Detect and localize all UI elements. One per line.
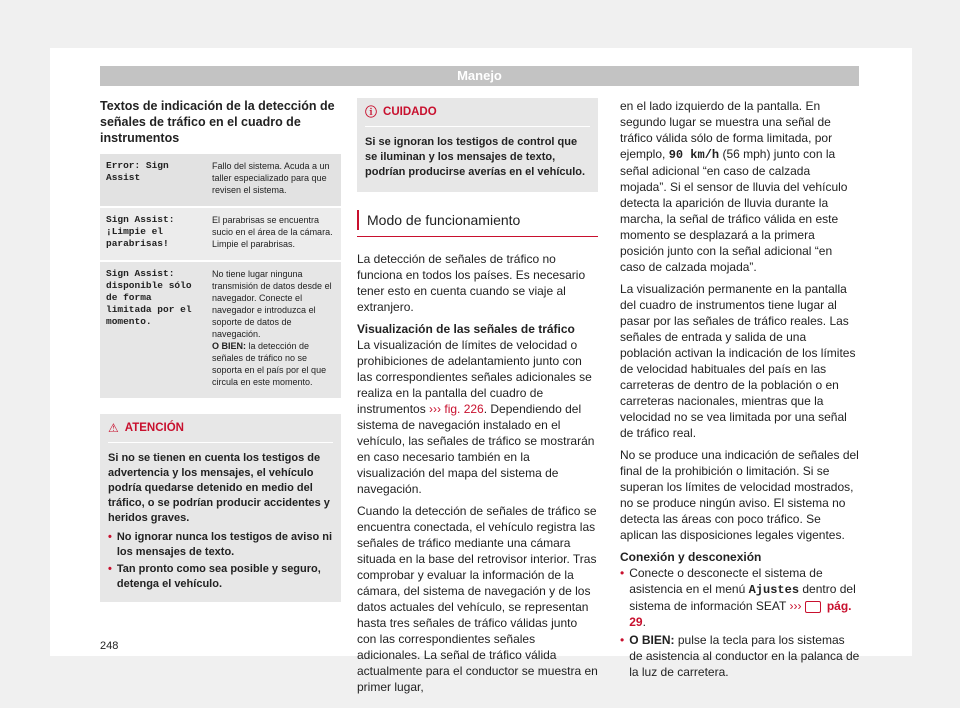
section-heading <box>357 210 598 237</box>
bullet-text-part: dentro del sistema de información SEAT <box>629 582 856 613</box>
warning-box <box>100 414 341 602</box>
bullet-text-part: . <box>642 615 646 629</box>
paragraph-text: (56 mph) junto con la señal adicional “en caso de calzada mojada”. Si el sensor de lluvia del vehículo detecta la aparición de lluvia durante la marcha, la señal de tráfico válida en este momento se desplazará a la primera posición junto con la señal adicional “en caso de calzada mojada”. <box>620 147 848 274</box>
caution-title-text: CUIDADO <box>383 106 437 118</box>
bullet-icon: • <box>108 531 112 543</box>
paragraph-text: en el lado izquierdo de la pantalla. En segundo lugar se muestra una señal de tráfico válida sólo de forma limitada, por ejemplo, <box>620 99 833 161</box>
caution-title <box>365 104 590 127</box>
page-number: 248 <box>100 640 119 652</box>
paragraph: Cuando la detección de señales de tráfico se encuentra conectada, el vehículo registra las señales de tráfico mediante una cámara situada en la base del retrovisor interior. Tras comprobar y evaluar la información de la cámara, del sistema de navegación y de los datos actuales del vehículo, se representan hasta tres señales de tráfico válidas junto con las correspondientes señales adicionales. La señal de tráfico válida actualmente para el conductor se muestra en primer lugar, <box>357 504 598 694</box>
message-key: Error: Sign Assist <box>100 154 206 207</box>
warning-triangle-icon: ⚠ <box>108 421 119 435</box>
book-icon <box>805 601 821 613</box>
caution-text: Si se ignoran los testigos de control que se iluminan y los mensajes de texto, podrían producirse averías en el vehículo. <box>365 136 586 178</box>
paragraph <box>357 337 598 497</box>
bullet-text-part: pulse la tecla para los sistemas de asistencia al conductor en la palanca de la luz de carretera. <box>629 633 860 679</box>
message-desc-text: No tiene lugar ninguna transmisión de datos desde el navegador. Conecte el navegador e introduzca el soporte de datos de navegación. <box>212 269 332 339</box>
paragraph-text: . Dependiendo del sistema de navegación instalado en el vehículo, las señales de tráfico se mostrarán en caso necesario también en la visualización del mapa del sistema de navegación. <box>357 402 595 496</box>
list-item <box>620 632 860 680</box>
message-key: Sign Assist: disponible sólo de forma limitada por el momento. <box>100 261 206 399</box>
middle-column <box>357 98 598 701</box>
figure-link[interactable]: ››› fig. 226 <box>429 402 484 416</box>
bullet-text: No ignorar nunca los testigos de aviso ni los mensajes de texto. <box>116 531 333 558</box>
warning-title <box>108 420 333 443</box>
page-link[interactable]: pág. 29 <box>629 599 852 629</box>
right-column <box>620 98 860 682</box>
page-header: Manejo <box>100 66 859 86</box>
section-title: Modo de funcionamiento <box>367 212 521 228</box>
menu-name: Ajustes <box>748 583 800 597</box>
bullet-text: Tan pronto como sea posible y seguro, detenga el vehículo. <box>116 563 321 590</box>
table-heading: Textos de indicación de la detección de señales de tráfico en el cuadro de instrumentos <box>100 99 335 145</box>
page-link-arrows[interactable]: ››› <box>789 599 802 613</box>
obien-label: O BIEN: <box>212 341 247 351</box>
bullet-icon: • <box>108 563 112 575</box>
bullet-text <box>629 565 860 630</box>
message-desc: El parabrisas se encuentra sucio en el área de la cámara. Limpie el parabrisas. <box>206 207 341 261</box>
bullet-icon: • <box>620 633 625 647</box>
message-desc <box>206 261 341 399</box>
messages-table <box>100 154 341 400</box>
paragraph: La visualización permanente en la pantalla del cuadro de instrumentos tiene lugar al pasar por las señales de tráfico reales. Las señales de entrada y salida de una población activan la indicación de los límites de velocidad habituales del país en las carreteras de dentro de la población o en carreteras nacionales, mientras que la velocidad no se vea limitada por una señal de tráfico real. <box>620 282 856 440</box>
obien-text: la detección de señales de tráfico no se soporta en el país por el que circula en este momento. <box>212 341 327 387</box>
subheading: Visualización de las señales de tráfico <box>357 322 575 336</box>
warning-text: Si no se tienen en cuenta los testigos de advertencia y los mensajes, el vehículo podría quedarse detenido en medio del tráfico, o se podrían producir accidentes y heridos graves. <box>108 452 330 524</box>
table-row <box>100 261 341 399</box>
message-key: Sign Assist: ¡Limpie el parabrisas! <box>100 207 206 261</box>
left-column <box>100 98 341 602</box>
subheading: Conexión y desconexión <box>620 550 762 564</box>
bullet-text <box>629 632 860 680</box>
paragraph-text: La visualización de límites de velocidad o prohibiciones de adelantamiento junto con las correspondientes señales adicionales se realiza en la pantalla del cuadro de instrumentos <box>357 338 592 416</box>
list-item <box>108 562 333 592</box>
bullet-icon: • <box>620 566 625 580</box>
caution-box <box>357 98 598 192</box>
list-item <box>620 565 860 630</box>
paragraph: La detección de señales de tráfico no funciona en todos los países. Es necesario tener esto en cuenta cuando se viaje al extranjero. <box>357 252 586 314</box>
table-row <box>100 207 341 261</box>
message-desc: Fallo del sistema. Acuda a un taller especializado para que revisen el sistema. <box>206 154 341 207</box>
paragraph: No se produce una indicación de señales del final de la prohibición o limitación. Si se superan los límites de velocidad mostrados, no se produce ningún aviso. El sistema no detecta las áreas con poco tráfico. Se aplican las disposiciones legales vigentes. <box>620 448 859 542</box>
section-bar <box>357 210 359 230</box>
table-row <box>100 154 341 207</box>
obien-label: O BIEN: <box>629 633 675 647</box>
warning-title-text: ATENCIÓN <box>124 422 184 434</box>
speed-value: 90 km/h <box>668 148 720 162</box>
paragraph <box>620 98 860 275</box>
info-circle-icon: ⓘ <box>365 105 378 119</box>
bullet-text-part: Conecte o desconecte el sistema de asistencia en el menú <box>629 566 823 596</box>
list-item <box>108 530 333 560</box>
